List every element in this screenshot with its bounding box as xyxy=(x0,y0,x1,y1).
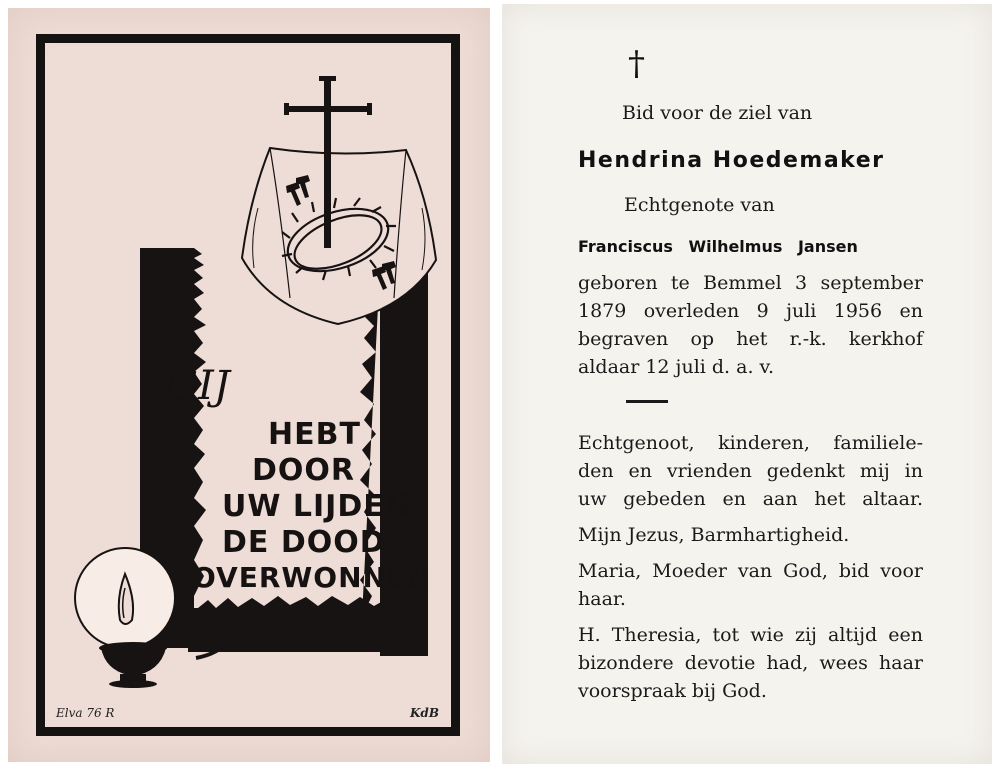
prayer-theresia-line: bizondere devotie had, wees haar xyxy=(578,652,923,674)
memorial-artwork xyxy=(8,8,490,762)
biography-line: begraven op het r.-k. kerkhof xyxy=(578,328,923,350)
motto-line-door: DOOR xyxy=(252,453,356,488)
biography-line: geboren te Bemmel 3 september xyxy=(578,272,923,294)
cross-icon: † xyxy=(628,44,645,84)
right-card-text xyxy=(502,4,992,764)
prayer-theresia-line: voorspraak bij God. xyxy=(578,680,767,702)
prayer-maria-line: haar. xyxy=(578,588,626,610)
biography-line: 1879 overleden 9 juli 1956 en xyxy=(578,300,923,322)
motto-line-uw-lijden: UW LIJDEN xyxy=(222,489,411,524)
prayer-jesus: Mijn Jezus, Barmhartigheid. xyxy=(578,524,850,546)
motto-initial-gij: GIJ xyxy=(166,363,230,409)
motto-line-de-dood: DE DOOD xyxy=(222,525,386,560)
left-card-front xyxy=(8,8,490,762)
printer-mark: Elva 76 R xyxy=(56,706,115,720)
prayer-theresia-line: H. Theresia, tot wie zij altijd een xyxy=(578,624,923,646)
motto-line-overwonnen: OVERWONNEN xyxy=(192,561,432,594)
biography-line: aldaar 12 juli d. a. v. xyxy=(578,356,775,378)
deceased-name: Hendrina Hoedemaker xyxy=(578,148,885,173)
request-line: den en vrienden gedenkt mij in xyxy=(578,460,923,482)
artist-monogram: KdB xyxy=(410,706,439,720)
divider-rule xyxy=(626,400,668,403)
request-line: uw gebeden en aan het altaar. xyxy=(578,488,923,510)
intro-line: Bid voor de ziel van xyxy=(622,102,813,124)
prayer-maria-line: Maria, Moeder van God, bid voor xyxy=(578,560,923,582)
spouse-label: Echtgenote van xyxy=(624,194,775,216)
spouse-name: Franciscus Wilhelmus Jansen xyxy=(578,237,858,256)
request-line: Echtgenoot, kinderen, familiele- xyxy=(578,432,923,454)
motto-word-hebt: HEBT xyxy=(268,417,361,452)
